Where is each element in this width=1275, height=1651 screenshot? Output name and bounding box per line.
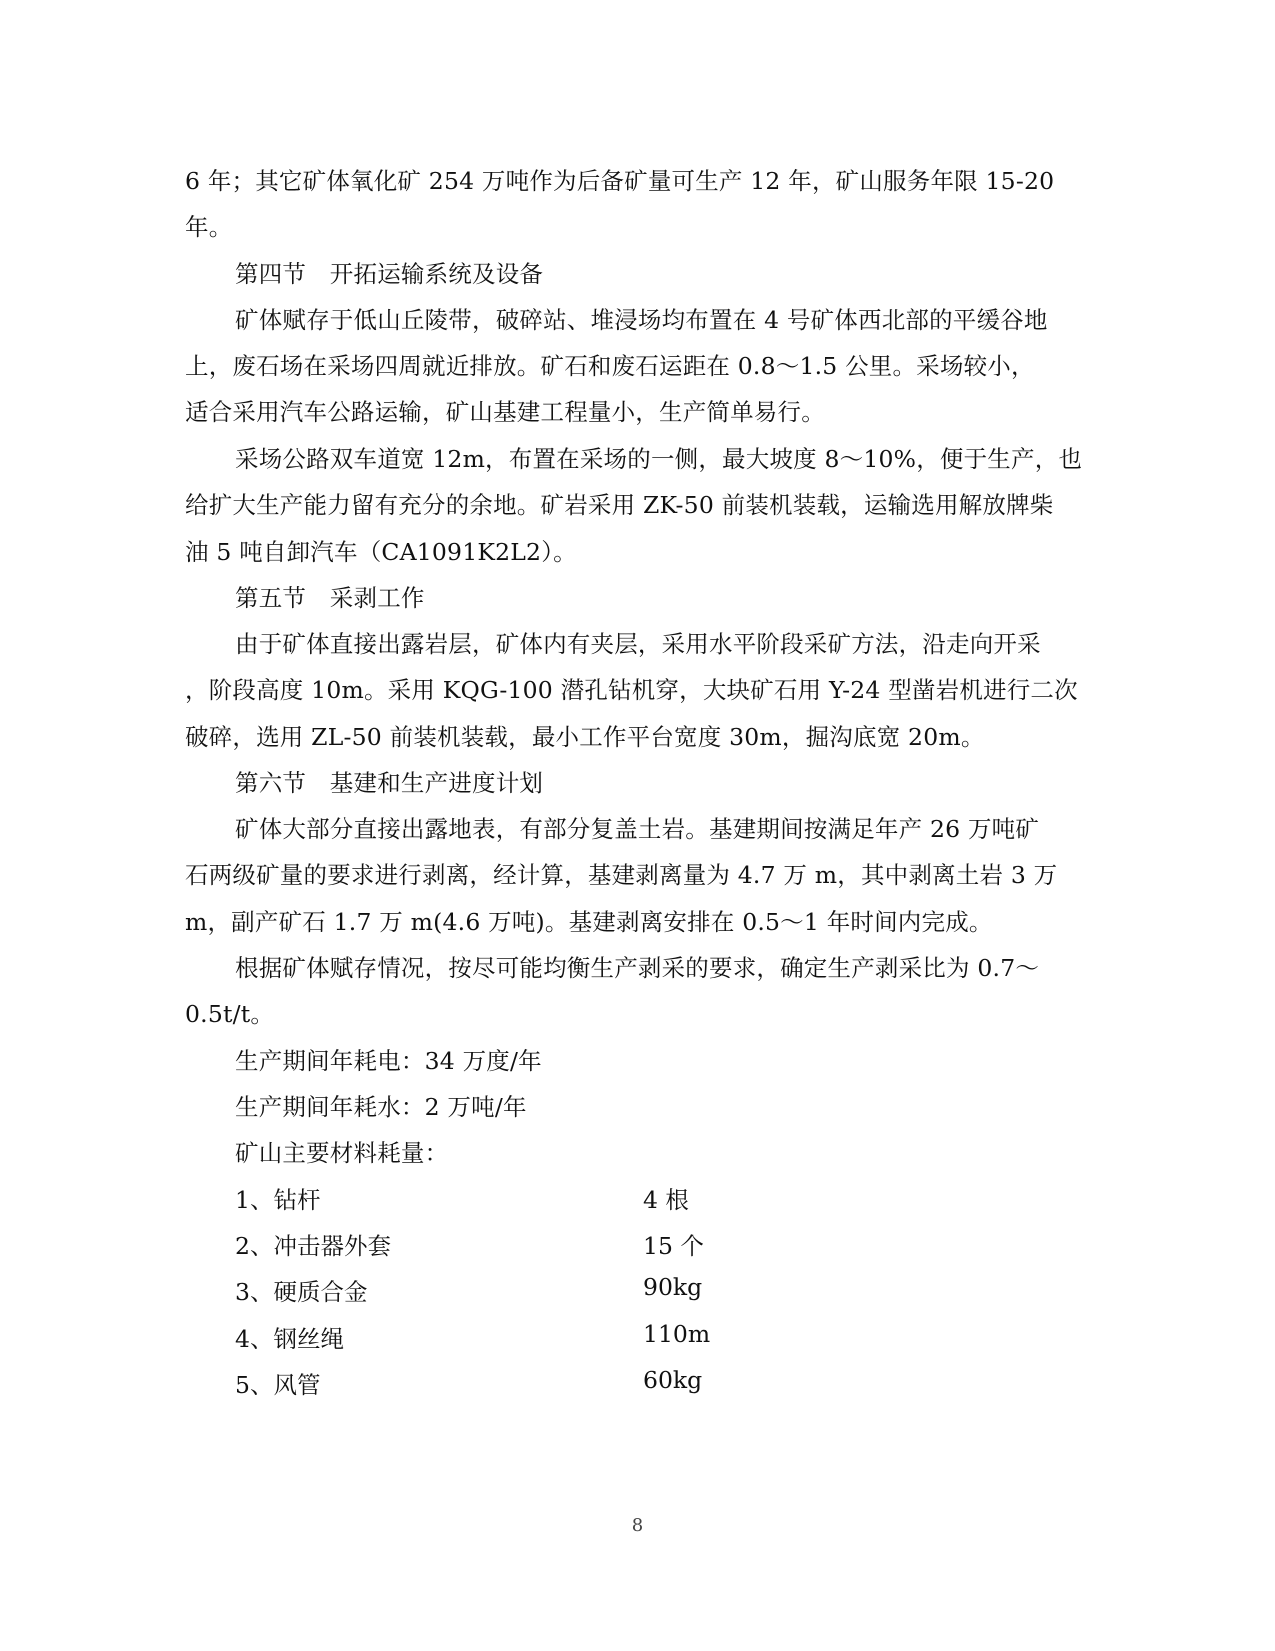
body-text-line: 年。 [185, 213, 233, 241]
material-qty: 110m [643, 1320, 711, 1348]
material-item: 2、冲击器外套 [235, 1232, 391, 1260]
body-text-line: m，副产矿石 1.7 万 m(4.6 万吨)。基建剥离安排在 0.5～1 年时间内完成。 [185, 908, 993, 936]
body-text-line: 采场公路双车道宽 12m，布置在采场的一侧，最大坡度 8～10%，便于生产，也 [235, 445, 1083, 473]
section-heading: 第四节 开拓运输系统及设备 [235, 260, 544, 288]
body-text-line: 矿体赋存于低山丘陵带，破碎站、堆浸场均布置在 4 号矿体西北部的平缓谷地 [235, 306, 1048, 334]
body-text-line: 矿体大部分直接出露地表，有部分复盖土岩。基建期间按满足年产 26 万吨矿 [235, 815, 1040, 843]
material-item: 5、风管 [235, 1371, 321, 1399]
material-item: 3、硬质合金 [235, 1278, 368, 1306]
body-text-line: 矿山主要材料耗量： [235, 1139, 449, 1167]
material-qty: 4 根 [643, 1186, 689, 1214]
material-qty: 60kg [643, 1366, 703, 1394]
page-number: 8 [631, 1515, 644, 1536]
body-text-line: 根据矿体赋存情况，按尽可能均衡生产剥采的要求，确定生产剥采比为 0.7～ [235, 954, 1040, 982]
material-qty: 90kg [643, 1273, 703, 1301]
body-text-line: ，阶段高度 10m。采用 KQG-100 潜孔钻机穿，大块矿石用 Y-24 型凿岩机进行二次 [185, 676, 1078, 704]
body-text-line: 由于矿体直接出露岩层，矿体内有夹层，采用水平阶段采矿方法，沿走向开采 [235, 630, 1041, 658]
body-text-line: 破碎，选用 ZL-50 前装机装载，最小工作平台宽度 30m，掘沟底宽 20m。 [185, 723, 985, 751]
body-text-line: 生产期间年耗电：34 万度/年 [235, 1047, 542, 1075]
body-text-line: 上，废石场在采场四周就近排放。矿石和废石运距在 0.8～1.5 公里。采场较小， [185, 352, 1035, 380]
section-heading: 第六节 基建和生产进度计划 [235, 769, 544, 797]
body-text-line: 生产期间年耗水：2 万吨/年 [235, 1093, 527, 1121]
body-text-line: 石两级矿量的要求进行剥离，经计算，基建剥离量为 4.7 万 m，其中剥离土岩 3 万 [185, 861, 1058, 889]
body-text-line: 6 年；其它矿体氧化矿 254 万吨作为后备矿量可生产 12 年，矿山服务年限 15-20 [185, 167, 1055, 195]
body-text-line: 0.5t/t。 [185, 1000, 275, 1028]
body-text-line: 适合采用汽车公路运输，矿山基建工程量小，生产简单易行。 [185, 398, 825, 426]
body-text-line: 油 5 吨自卸汽车（CA1091K2L2）。 [185, 538, 577, 566]
material-item: 1、钻杆 [235, 1186, 321, 1214]
material-qty: 15 个 [643, 1232, 704, 1260]
material-item: 4、钢丝绳 [235, 1325, 344, 1353]
body-text-line: 给扩大生产能力留有充分的余地。矿岩采用 ZK-50 前装机装载，运输选用解放牌柴 [185, 491, 1054, 519]
section-heading: 第五节 采剥工作 [235, 584, 425, 612]
